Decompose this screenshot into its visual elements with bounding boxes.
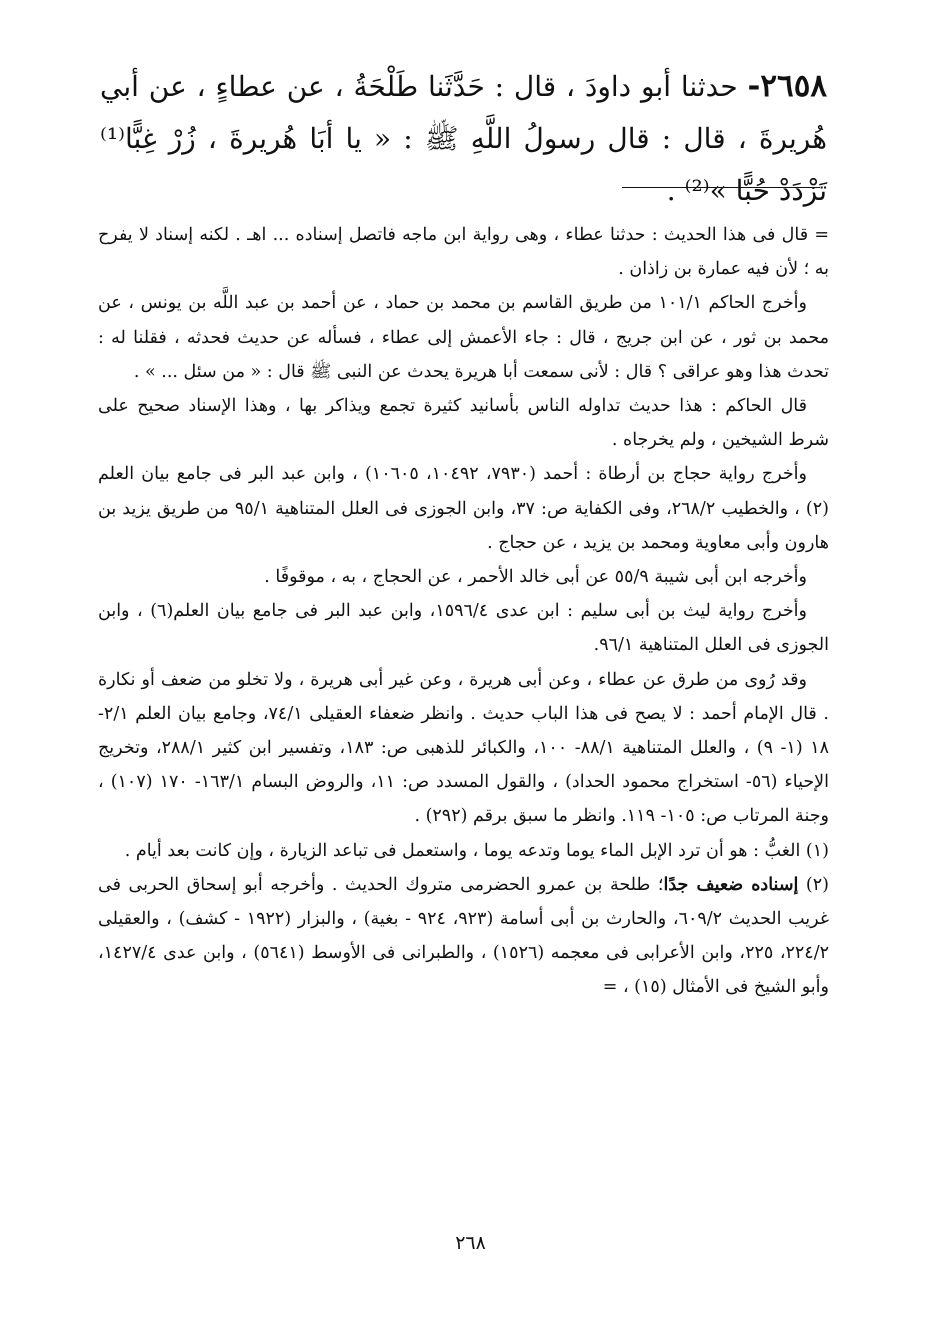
note-paragraph: وأخرج رواية ليث بن أبى سليم : ابن عدى ١٥٩٦/٤، وابن عبد البر فى جامع بيان العلم(٦) ، وابن الجوزى فى العلل المتناهية ٩٦/١. xyxy=(98,601,829,656)
note-paragraph: وقد رُوى من طرق عن عطاء ، وعن أبى هريرة ، وعن غير أبى هريرة ، ولا تخلو من ضعف أو نكارة . قال الإمام أحمد : لا يصح فى هذا الباب حديث . وانظر ضعفاء العقيلى ٧٤/١، وجامع بيان العلم ٢/١- ١٨ (١- ٩) ، والعلل المتناهية ٨٨/١- ١٠٠، والكبائر للذهبى ص: ١٨٣، وتفسير ابن كثير ٢٨٨/١، وتخريج الإحياء (٥٦- استخراج محمود الحداد) ، والقول المسدد ص: ١١، والروض البسام ١٦٣/١- ١٧٠ (١٠٧) ، وجنة المرتاب ص: ١٠٥- ١١٩. وانظر ما سبق برقم (٢٩٢) . xyxy=(98,669,830,827)
note-paragraph: وأخرجه ابن أبى شيبة ٥٥/٩ عن أبى خالد الأحمر ، عن الحجاج ، به ، موقوفًا . xyxy=(264,567,807,588)
page-number: ٢٦٨ xyxy=(455,1232,486,1254)
footnote-2-marker: (٢) xyxy=(798,874,829,895)
hadith-body: حدثنا أبو داودَ ، قال : حَدَّثَنا طَلْحَةُ ، عن عطاءٍ ، عن أبي هُريرةَ ، قال : قال رسولُ اللَّهِ ﷺ : « يا أبَا هُريرةَ ، زُرْ غِبًّا⁽¹⁾ تَزْدَدْ حُبًّا »⁽²⁾ . xyxy=(100,70,827,207)
hadith-text xyxy=(100,60,827,217)
footnote-1: (١) الغبُّ : هو أن ترد الإبل الماء يوما وتدعه يوما ، واستعمل فى تباعد الزيارة ، وإن كانت بعد أيام . xyxy=(124,840,829,861)
hadith-number: ٢٦٥٨- xyxy=(747,68,827,104)
footnote-2-body: ؛ طلحة بن عمرو الحضرمى متروك الحديث . وأخرجه أبو إسحاق الحربى فى غريب الحديث ٦٠٩/٢، والحارث بن أبى أسامة (٩٢٣، ٩٢٤ - بغية) ، والبزار (١٩٢٢ - كشف) ، والعقيلى ٢٢٤/٢، ٢٢٥، وابن الأعرابى فى معجمه (١٥٢٦) ، والطبرانى فى الأوسط (٥٦٤١) ، وابن عدى ١٤٢٧/٤، وأبو الشيخ فى الأمثال (١٥) ، = xyxy=(98,874,829,998)
footnote-2-verdict: إسناده ضعيف جدًا xyxy=(663,874,799,895)
note-paragraph: وأخرج رواية حجاج بن أرطاة : أحمد (٧٩٣٠، ١٠٤٩٢، ١٠٦٠٥) ، وابن عبد البر فى جامع بيان العلم (٢) ، والخطيب ٢٦٨/٢، وفى الكفاية ص: ٣٧، وابن الجوزى فى العلل المتناهية ٩٥/١ من طريق يزيد بن هارون وأبى معاوية ومحمد بن يزيد ، عن حجاج . xyxy=(98,464,829,553)
note-paragraph: = قال فى هذا الحديث : حدثنا عطاء ، وهى رواية ابن ماجه فاتصل إسناده ... اهـ . لكنه إسناد لا يفرح به ؛ لأن فيه عمارة بن زاذان . xyxy=(98,225,829,280)
note-paragraph: وأخرج الحاكم ١٠١/١ من طريق القاسم بن محمد بن حماد ، عن أحمد بن عبد اللَّه بن يونس ، عن محمد بن ثور ، عن ابن جريج ، قال : جاء الأعمش إلى عطاء ، فسأله عن حديث فحدثه ، فقلنا له : تحدث هذا وهو عراقى ؟ قال : لأنى سمعت أبا هريرة يحدث عن النبى ﷺ قال : « من سئل ... » . xyxy=(98,293,829,382)
notes-section xyxy=(98,218,829,1005)
note-paragraph: قال الحاكم : هذا حديث تداوله الناس بأسانيد كثيرة تجمع ويذاكر بها ، وهذا الإسناد صحيح على شرط الشيخين ، ولم يخرجاه . xyxy=(98,396,829,451)
footnote-2 xyxy=(98,868,829,1005)
footnote-separator xyxy=(622,187,820,188)
